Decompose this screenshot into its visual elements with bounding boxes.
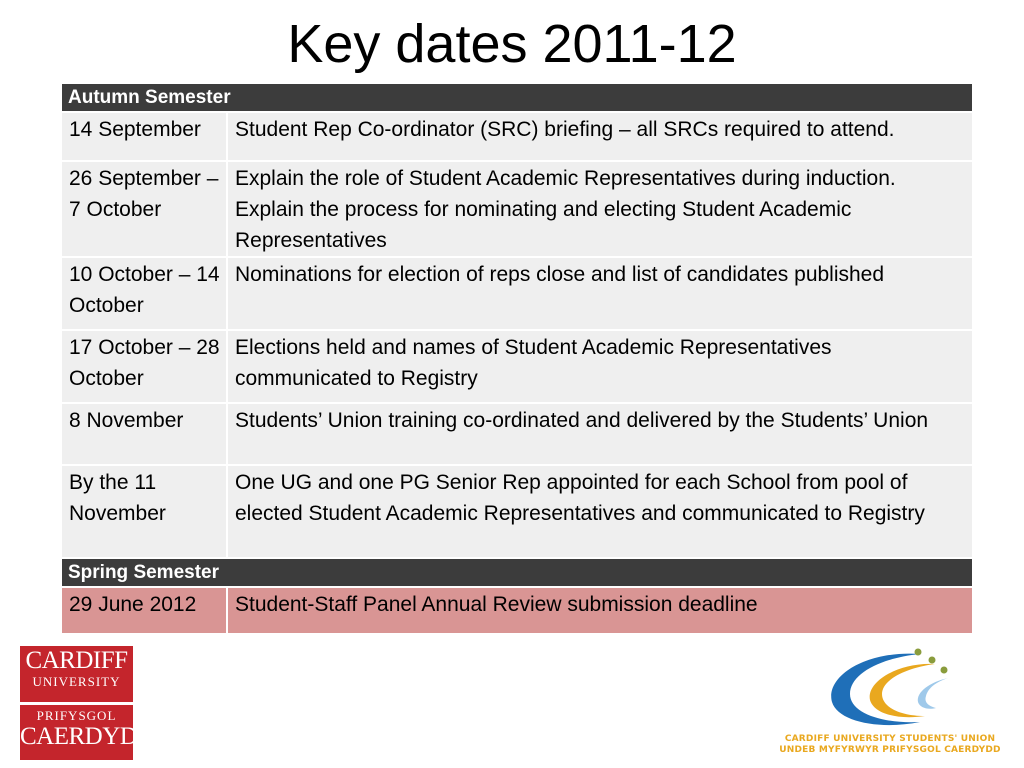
event-cell: Explain the role of Student Academic Representatives during induction. Explain the process for nominating and electing Student Academic Representatives [227, 161, 973, 257]
event-cell: Nominations for election of reps close and list of candidates published [227, 257, 973, 330]
date-cell: 26 September – 7 October [61, 161, 227, 257]
section-header-row [61, 558, 973, 587]
section-heading-spring: Spring Semester [61, 558, 973, 587]
date-cell: By the 11 November [61, 465, 227, 558]
students-union-emblem-icon [770, 642, 1010, 732]
table-row [61, 465, 973, 558]
students-union-name-welsh: UNDEB MYFYRWYR PRIFYSGOL CAERDYDD [779, 745, 1001, 755]
slide-title: Key dates 2011-12 [287, 14, 737, 74]
table-row [61, 161, 973, 257]
key-dates-table [60, 82, 974, 635]
event-cell: One UG and one PG Senior Rep appointed for each School from pool of elected Student Academic Representatives and communicated to Registry [227, 465, 973, 558]
date-cell: 17 October – 28 October [61, 330, 227, 403]
table-row [61, 403, 973, 465]
date-cell: 29 June 2012 [61, 587, 227, 634]
cardiff-university-logo-welsh: PRIFYSGOL CAERDYD [20, 705, 133, 760]
students-union-name-english: CARDIFF UNIVERSITY STUDENTS' UNION [784, 734, 996, 744]
date-cell: 8 November [61, 403, 227, 465]
table-row [61, 112, 973, 161]
event-cell: Student-Staff Panel Annual Review submission deadline [227, 587, 973, 634]
section-heading-autumn: Autumn Semester [61, 83, 973, 112]
table-row [61, 257, 973, 330]
date-cell: 10 October – 14 October [61, 257, 227, 330]
students-union-logo [770, 642, 1010, 762]
table-row-highlighted [61, 587, 973, 634]
event-cell: Elections held and names of Student Academic Representatives communicated to Registry [227, 330, 973, 403]
cardiff-university-logo [20, 646, 138, 760]
event-cell: Student Rep Co-ordinator (SRC) briefing – all SRCs required to attend. [227, 112, 973, 161]
event-cell: Students’ Union training co-ordinated and delivered by the Students’ Union [227, 403, 973, 465]
table-row [61, 330, 973, 403]
date-cell: 14 September [61, 112, 227, 161]
section-header-row [61, 83, 973, 112]
cardiff-university-logo-english: CARDIFF UNIVERSITY [20, 646, 133, 702]
